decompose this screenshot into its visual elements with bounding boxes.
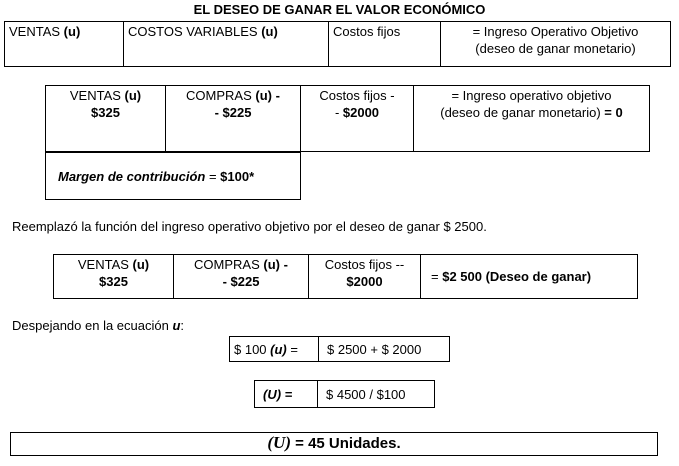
compras-value-cell <box>166 86 301 152</box>
costos-fijos-label: Costos fijos - <box>319 88 395 103</box>
deseo-ganar-value: $2 500 (Deseo de ganar) <box>442 269 592 284</box>
costos-variables-label: COSTOS VARIABLES <box>128 24 262 39</box>
ventas-unit: (u) <box>124 88 142 103</box>
result-variable: (U) <box>267 433 291 452</box>
costos-variables-cell <box>124 22 329 67</box>
ventas-label: VENTAS <box>69 88 125 103</box>
margin-value: $100* <box>220 168 255 184</box>
costos-fijos-value: $2000 <box>342 105 380 120</box>
deseo-ganar-cell <box>421 255 638 299</box>
eq1-variable: (u) <box>270 341 287 357</box>
ingreso-objetivo-label: = Ingreso operativo objetivo <box>451 88 612 103</box>
ingreso-objetivo-cell <box>441 22 671 67</box>
equation-2-right: $ 4500 / $100 <box>318 381 435 408</box>
ventas-unit: (u) <box>63 24 81 39</box>
costos-fijos-label: Costos fijos -- <box>324 257 405 272</box>
compras-unit: (u) - <box>263 257 288 272</box>
costos-fijos-cell <box>329 22 441 67</box>
deseo-ganar-label: (deseo de ganar monetario) <box>440 105 605 120</box>
result-text: = 45 Unidades. <box>290 435 401 452</box>
values-table <box>45 85 650 152</box>
costos-fijos-value: $2000 <box>346 274 383 289</box>
compras-value-cell <box>174 255 309 299</box>
ingreso-objetivo-value-cell <box>414 86 650 152</box>
costos-fijos-label: Costos fijos <box>333 24 401 39</box>
compras-unit: (u) - <box>255 88 280 103</box>
desire-table <box>53 254 638 299</box>
equation-1-right: $ 2500 + $ 2000 <box>319 337 450 362</box>
eq1-equals: = <box>286 341 298 357</box>
ingreso-objetivo-label: = Ingreso Operativo Objetivo <box>472 24 639 39</box>
paragraph-replacement: Reemplazó la función del ingreso operativo objetivo por el deseo de ganar $ 2500. <box>12 219 487 234</box>
equation-1-left <box>230 337 319 362</box>
compras-label: COMPRAS <box>194 257 264 272</box>
margin-box <box>45 152 301 200</box>
ventas-label: VENTAS <box>9 24 64 39</box>
compras-value: - $225 <box>214 105 252 120</box>
ventas-value: $325 <box>91 105 120 120</box>
result-box <box>10 432 658 456</box>
formula-table <box>4 21 671 67</box>
eq1-amount: $ 100 <box>234 341 271 357</box>
compras-value: - $225 <box>222 274 260 289</box>
margin-label: Margen de contribución <box>58 168 206 184</box>
equation-box-1 <box>229 336 450 362</box>
ventas-value: $325 <box>99 274 128 289</box>
solving-colon: : <box>180 318 185 333</box>
ventas-value-cell <box>46 86 166 152</box>
compras-label: COMPRAS <box>186 88 256 103</box>
solving-text: Despejando en la ecuación <box>12 318 173 333</box>
page-title: EL DESEO DE GANAR EL VALOR ECONÓMICO <box>193 2 486 17</box>
costos-variables-unit: (u) <box>261 24 278 39</box>
ingreso-objetivo-value: = 0 <box>604 105 623 120</box>
ventas-label: VENTAS <box>77 257 133 272</box>
costos-fijos-dash: - <box>334 105 343 120</box>
deseo-equals: = <box>431 269 443 284</box>
ventas-cell <box>5 22 124 67</box>
equation-box-2 <box>254 380 435 408</box>
costos-fijos-value-cell <box>309 255 421 299</box>
costos-fijos-value-cell <box>301 86 414 152</box>
ventas-unit: (u) <box>132 257 150 272</box>
ventas-value-cell <box>54 255 174 299</box>
deseo-ganar-label: (deseo de ganar monetario) <box>475 41 636 56</box>
solving-variable: u <box>172 318 181 333</box>
margin-equals: = <box>205 168 221 184</box>
paragraph-solving <box>12 318 184 333</box>
equation-2-left: (U) = <box>255 381 318 408</box>
margin-cell <box>46 153 301 200</box>
